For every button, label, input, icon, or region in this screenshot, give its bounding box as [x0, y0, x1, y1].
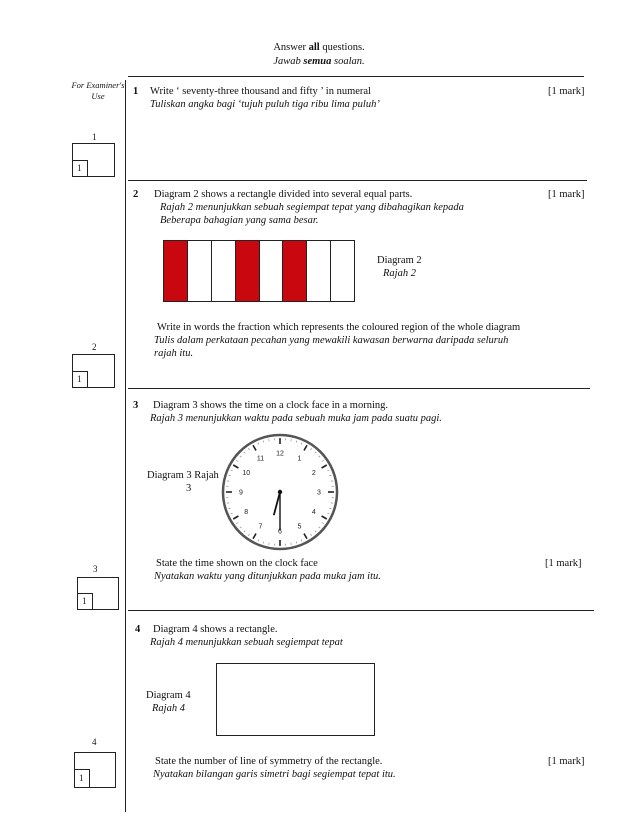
q3-box-label: 3: [93, 564, 98, 574]
q4-box-value: 1: [79, 773, 84, 783]
examiner-label-line1: For Examiner's: [71, 80, 125, 90]
answer-post: questions.: [319, 42, 365, 53]
q3-text-en: Diagram 3 shows the time on a clock face in a morning.: [153, 400, 389, 411]
q1-text-ms: Tuliskan angka bagi ‘tujuh puluh tiga ribu lima puluh’: [150, 99, 380, 110]
q3-mark-subbox: [77, 593, 93, 610]
jawab-post: soalan.: [331, 56, 365, 67]
q2-segment-3: [212, 241, 236, 301]
q2-instr-en: Write in words the fraction which represents the coloured region of the whole diagram: [157, 322, 521, 333]
clock-number: 4: [311, 509, 316, 516]
q3-number: 3: [133, 400, 139, 411]
q3-mark-box: [77, 577, 119, 610]
q4-instr-ms: Nyatakan bilangan garis simetri bagi segiempat tepat itu.: [153, 769, 396, 780]
q1-box-value: 1: [77, 163, 82, 173]
q2-diagram-label-en: Diagram 2: [377, 255, 422, 266]
q3-instr-ms: Nyatakan waktu yang ditunjukkan pada muka jam itu.: [154, 571, 381, 582]
clock-number: 6: [278, 528, 282, 536]
q4-instr-en: State the number of line of symmetry of the rectangle.: [155, 756, 383, 767]
q2-instr-ms-2: rajah itu.: [154, 348, 194, 359]
q2-instr-ms-1: Tulis dalam perkataan pecahan yang mewakili kawasan berwarna daripada seluruh: [154, 335, 509, 346]
q1-bottom-rule: [128, 180, 587, 181]
examiner-label-line2: Use: [91, 91, 105, 101]
clock-number: 1: [297, 455, 302, 463]
q3-diagram-label-2: 3: [186, 483, 192, 494]
header-rule: [128, 76, 584, 77]
q1-mark: [1 mark]: [548, 86, 585, 97]
examiner-column-divider: [125, 80, 126, 812]
q2-bottom-rule: [128, 388, 590, 389]
q2-box-value: 1: [77, 374, 82, 384]
q4-diagram-label-ms: Rajah 4: [152, 703, 185, 714]
jawab-bold: semua: [303, 56, 332, 67]
q2-box-label: 2: [92, 342, 97, 352]
clock-number: 8: [244, 509, 249, 516]
clock-number: 12: [276, 450, 284, 458]
clock-number: 3: [317, 489, 321, 497]
q2-diagram-rectangle: [163, 240, 355, 302]
examiner-use-label: [70, 80, 126, 102]
q1-mark-subbox: [72, 160, 88, 177]
answer-pre: Answer: [273, 42, 309, 53]
q2-text-ms-1: Rajah 2 menunjukkan sebuah segiempat tepat yang dibahagikan kepada: [160, 202, 464, 213]
q2-mark-box: [72, 354, 115, 388]
answer-bold: all: [308, 42, 320, 53]
q1-text-en: Write ‘ seventy-three thousand and fifty ’ in numeral: [150, 86, 371, 97]
q2-text-ms-2: Beberapa bahagian yang sama besar.: [160, 215, 319, 226]
q4-mark: [1 mark]: [548, 756, 585, 767]
q3-clock-face: [220, 432, 340, 552]
q2-mark-subbox: [72, 371, 88, 388]
q3-box-value: 1: [82, 596, 87, 606]
jawab-pre: Jawab: [273, 56, 304, 67]
q2-segment-7: [307, 241, 331, 301]
q1-mark-box: [72, 143, 115, 177]
q2-diagram-label-ms: Rajah 2: [383, 268, 416, 279]
q2-segment-4: [236, 241, 260, 301]
clock-center-pin: [278, 490, 282, 494]
answer-instruction-en: [0, 42, 638, 53]
q2-segment-6: [283, 241, 307, 301]
q2-segment-1: [164, 241, 188, 301]
q2-segment-5: [260, 241, 284, 301]
clock-number: 5: [297, 523, 302, 531]
q2-segment-8: [331, 241, 354, 301]
q1-box-label: 1: [92, 132, 97, 142]
q3-diagram-label-1: Diagram 3 Rajah: [147, 470, 219, 481]
clock-number: 7: [258, 523, 263, 531]
q3-mark: [1 mark]: [545, 558, 582, 569]
q4-diagram-label-en: Diagram 4: [146, 690, 191, 701]
q2-segment-2: [188, 241, 212, 301]
clock-number: 2: [311, 470, 316, 477]
q4-box-label: 4: [92, 737, 97, 747]
q3-text-ms: Rajah 3 menunjukkan waktu pada sebuah muka jam pada suatu pagi.: [150, 413, 442, 424]
q4-text-ms: Rajah 4 menunjukkan sebuah segiempat tepat: [150, 637, 343, 648]
q4-mark-subbox: [74, 769, 90, 788]
q2-number: 2: [133, 189, 139, 200]
answer-instruction-ms: [0, 56, 638, 67]
clock-number: 11: [256, 455, 265, 463]
q2-mark: [1 mark]: [548, 189, 585, 200]
q1-number: 1: [133, 86, 139, 97]
clock-number: 9: [239, 489, 243, 497]
q4-text-en: Diagram 4 shows a rectangle.: [153, 624, 278, 635]
q4-mark-box: [74, 752, 116, 788]
clock-number: 10: [242, 470, 251, 477]
q2-text-en: Diagram 2 shows a rectangle divided into several equal parts.: [154, 189, 413, 200]
instruction-header: [0, 42, 638, 67]
q3-instr-en: State the time shown on the clock face: [156, 558, 318, 569]
q4-diagram-rectangle: [216, 663, 375, 736]
q4-number: 4: [135, 624, 141, 635]
q3-bottom-rule: [128, 610, 594, 611]
